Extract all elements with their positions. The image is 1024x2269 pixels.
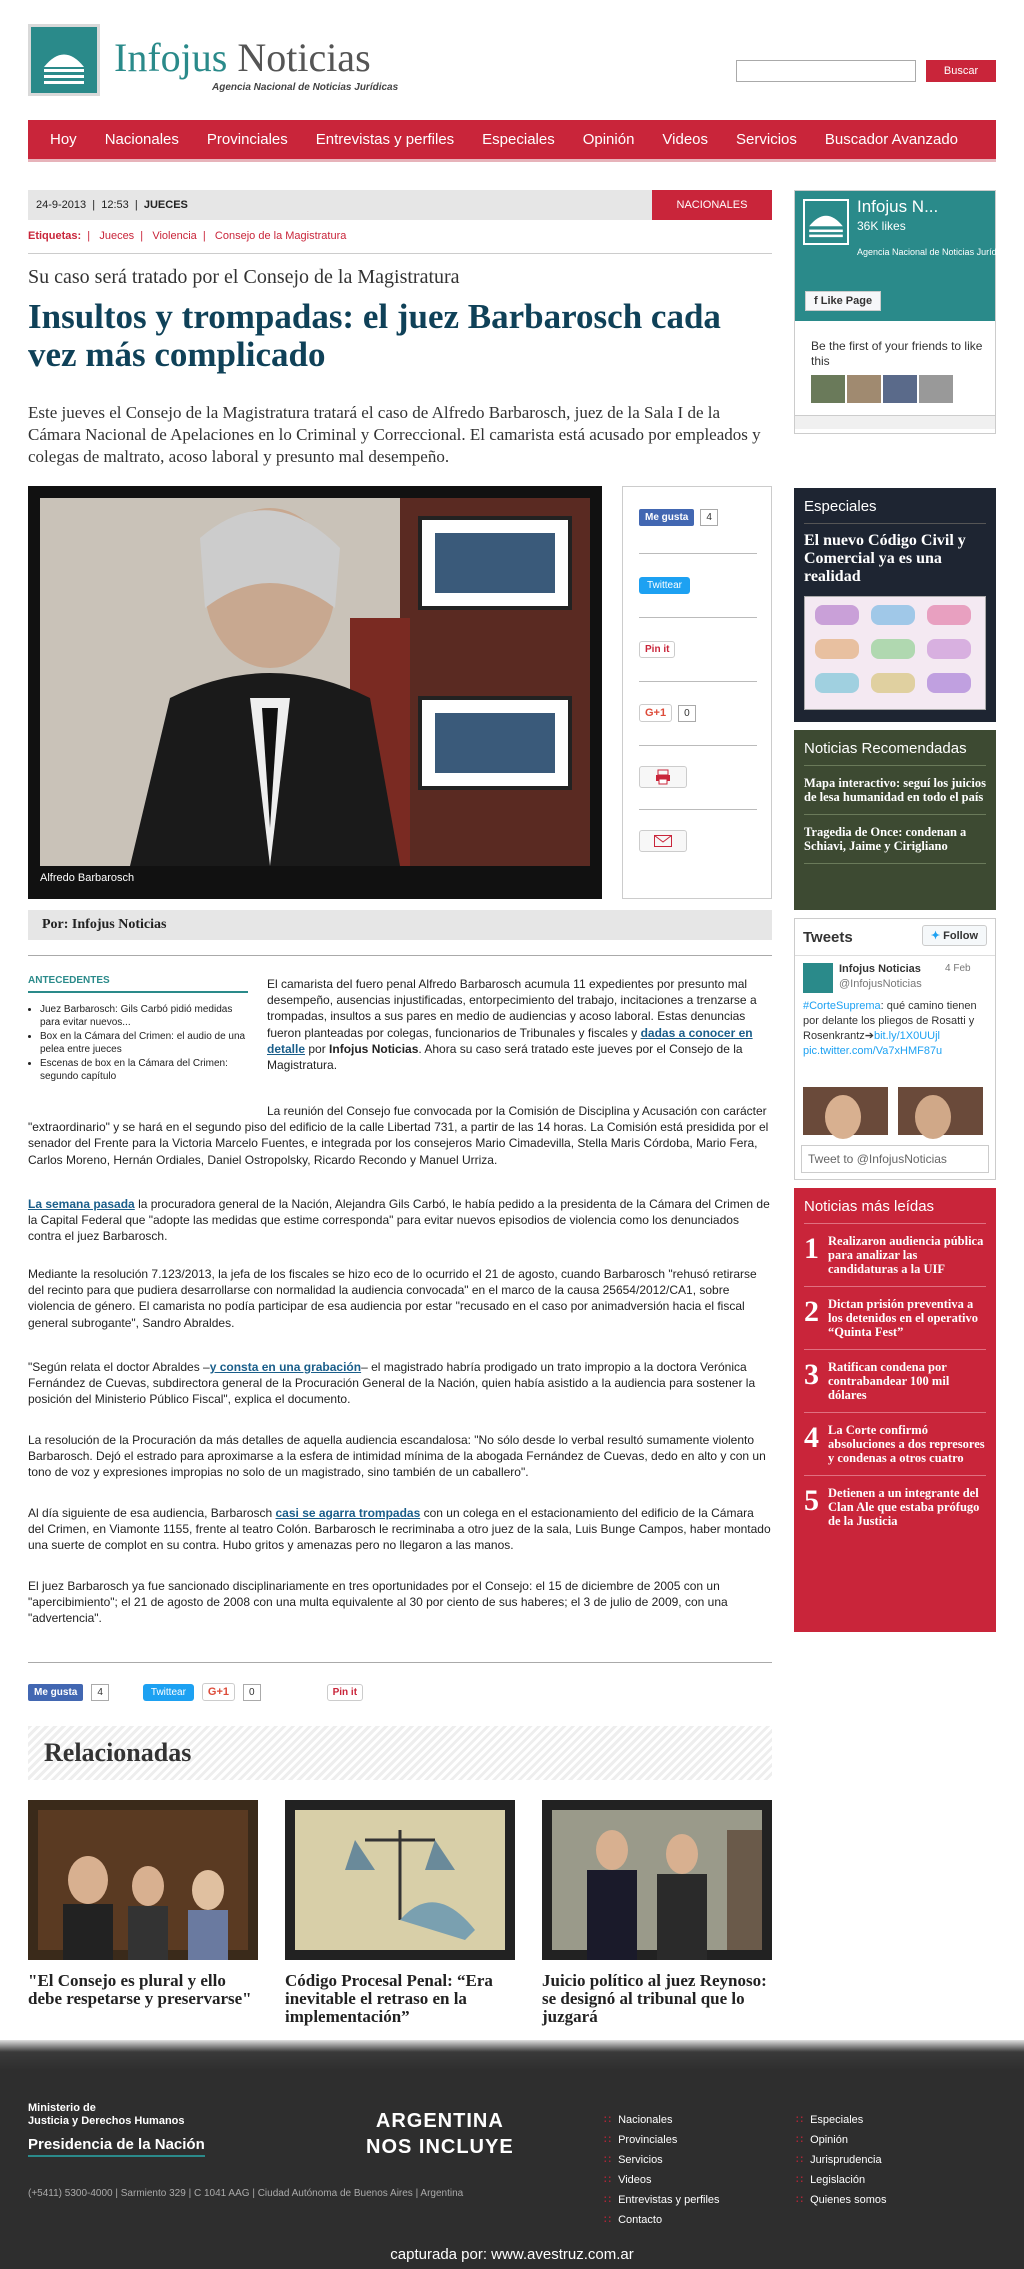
article-paragraph: La semana pasada la procuradora general de la Nación, Alejandra Gils Carbó, le había pedido a la presidenta de la Cámara del Crimen de la Capital Federal que "adopte las medidas que estime corresponda" para evitar nuevos episodios de violencia como los denunciados contra el juez Barbarosch.: [28, 1197, 770, 1244]
tags-label: Etiquetas:: [28, 230, 82, 242]
fb-scrollbar[interactable]: [795, 415, 995, 429]
antecedente-link[interactable]: • Escenas de box en la Cámara del Crimen: segundo capítulo: [40, 1057, 248, 1083]
inline-link[interactable]: y consta en una grabación: [209, 1360, 362, 1374]
list-item[interactable]: 4 La Corte confirmó absoluciones a dos represores y condenas a otros cuatro: [804, 1423, 986, 1476]
nav-item-provinciales[interactable]: Provinciales: [206, 131, 288, 148]
mas-leidas-title: Noticias más leídas: [804, 1198, 986, 1224]
footer-link[interactable]: ∷ Jurisprudencia: [796, 2150, 887, 2170]
divider: [28, 1662, 772, 1663]
footer-link[interactable]: ∷ Videos: [604, 2170, 720, 2190]
search-button[interactable]: Buscar: [926, 60, 996, 82]
avatar[interactable]: [811, 375, 845, 403]
tag-link[interactable]: Jueces: [99, 230, 135, 242]
logo-icon: [803, 199, 849, 245]
article-title: Insultos y trompadas: el juez Barbarosch cada vez más complicado: [28, 297, 721, 374]
photo-caption: Alfredo Barbarosch: [40, 872, 135, 884]
fb-likes: 36K likes: [857, 219, 906, 233]
tweet-handle[interactable]: @InfojusNoticias: [839, 978, 922, 990]
fb-like-page-button[interactable]: f Like Page: [805, 291, 881, 311]
article-day-tag: JUECES: [143, 199, 188, 211]
avatar[interactable]: [847, 375, 881, 403]
pinterest-button[interactable]: Pin it: [639, 641, 675, 658]
tweet-button[interactable]: Twittear: [639, 577, 690, 594]
like-count: 4: [700, 509, 718, 526]
nav-item-entrevistas[interactable]: Entrevistas y perfiles: [315, 131, 455, 148]
bottom-share-row: [28, 1682, 363, 1702]
footer-link[interactable]: ∷ Contacto: [604, 2210, 720, 2230]
avatar[interactable]: [919, 375, 953, 403]
recomendada-link[interactable]: Tragedia de Once: condenan a Schiavi, Jaime y Cirigliano: [804, 825, 986, 864]
footer-link[interactable]: ∷ Especiales: [796, 2110, 887, 2130]
related-image[interactable]: [285, 1800, 515, 1960]
tag-link[interactable]: Consejo de la Magistratura: [214, 230, 347, 242]
tweet-hashtag[interactable]: #CorteSuprema: [803, 1000, 881, 1012]
divider: [28, 955, 772, 956]
article-paragraph: La resolución de la Procuración da más detalles de aquella audiencia escandalosa: "No sólo desde lo verbal resultó sumamente violento Barbarosch. Dejó el estrado para aproximarse a la esfera de intimidad mínima de la abogada Fernández de Cuevas, dedo en alto y con un tono de voz y expresiones impropias no solo de un magistrado, sino también de un caballero".: [28, 1433, 766, 1480]
section-badge[interactable]: NACIONALES: [652, 190, 772, 220]
related-card[interactable]: [542, 1800, 772, 2026]
tweets-title: Tweets: [803, 929, 853, 946]
list-item[interactable]: 2 Dictan prisión preventiva a los detenidos en el operativo “Quinta Fest”: [804, 1297, 986, 1350]
especiales-image[interactable]: [804, 596, 986, 710]
footer-address: (+5411) 5300-4000 | Sarmiento 329 | C 1041 AAG | Ciudad Autónoma de Buenos Aires | Argentina: [28, 2188, 464, 2199]
logo-tagline: Agencia Nacional de Noticias Jurídicas: [212, 82, 399, 93]
like-count: 4: [91, 1684, 109, 1701]
facebook-like-button[interactable]: Me gusta: [639, 509, 694, 526]
related-title[interactable]: Código Procesal Penal: “Era inevitable el retraso en la implementación”: [285, 1971, 493, 2026]
tweet-image[interactable]: [803, 1087, 983, 1135]
article-byline: Por: Infojus Noticias: [28, 910, 772, 940]
share-column: [622, 486, 772, 899]
article-paragraph: La reunión del Consejo fue convocada por la Comisión de Disciplina y Acusación con carácter "extraordinario" y se hará en el segundo piso del edificio de la calle Libertad 731, a partir de las 14 horas. La Comisión está presidida por el senador del Frente para la Victoria Marcelo Fuentes, e integrada por los consejeros Mario Cimadevilla, Stella Maris Córdoba, Mario Fera, Carlos Moreno, Hernán Ordiales, Daniel Ostropolsky, Ricardo Recondo y Manuel Urriza.: [28, 1104, 769, 1167]
twitter-follow-button[interactable]: ✦ Follow: [922, 925, 987, 946]
article-meta: 24-9-2013 | 12:53 | JUECES NACIONALES: [28, 190, 772, 220]
nav-item-opinion[interactable]: Opinión: [582, 131, 635, 148]
fb-friends-text: Be the first of your friends to like this: [811, 339, 983, 368]
inline-link[interactable]: casi se agarra trompadas: [275, 1506, 421, 1520]
recomendada-link[interactable]: Mapa interactivo: seguí los juicios de lesa humanidad en todo el país: [804, 776, 986, 815]
twitter-bird-icon: ✦: [930, 930, 941, 942]
tweet-author[interactable]: Infojus Noticias: [839, 963, 921, 975]
nav-item-nacionales[interactable]: Nacionales: [104, 131, 179, 148]
related-image[interactable]: [28, 1800, 258, 1960]
article-kicker: Su caso será tratado por el Consejo de la Magistratura: [28, 266, 460, 288]
ministry-name[interactable]: Ministerio de Justicia y Derechos Humanos: [28, 2102, 185, 2127]
gplus-count: 0: [678, 705, 696, 722]
related-card[interactable]: [285, 1800, 515, 2026]
tweet-text: #CorteSuprema: qué camino tienen por delante los pliegos de Rosatti y Rosenkrantz➔bit.ly/1X0UUjl pic.twitter.com/Va7xHMF87u: [803, 1000, 977, 1057]
twitter-widget: [794, 918, 996, 1180]
facebook-like-button[interactable]: Me gusta: [28, 1684, 83, 1701]
tags-list: Etiquetas: | Jueces | Violencia | Consejo de la Magistratura: [28, 230, 347, 242]
antecedente-link[interactable]: • Box en la Cámara del Crimen: el audio de una pelea entre jueces: [40, 1030, 248, 1056]
footer-link[interactable]: ∷ Provinciales: [604, 2130, 720, 2150]
list-item[interactable]: 1 Realizaron audiencia pública para analizar las candidaturas a la UIF: [804, 1234, 986, 1287]
fb-banner-tagline: Agencia Nacional de Noticias Jurídicas: [857, 247, 1013, 257]
footer-links-2: [796, 2110, 887, 2210]
especiales-headline[interactable]: El nuevo Código Civil y Comercial ya es una realidad: [804, 532, 966, 585]
inline-link[interactable]: La semana pasada: [28, 1197, 135, 1211]
article-paragraph: Al día siguiente de esa audiencia, Barbarosch casi se agarra trompadas con un colega en el estacionamiento del edificio de la Cámara del Crimen, en Viamonte 1155, frente al teatro Colón. Barbarosch le recriminaba a otro juez de la sala, Luis Bunge Campos, haber montado una suerte de complot en su contra. Hubo gritos y amenazas pero no llegaron a las manos.: [28, 1506, 771, 1553]
tweet-button[interactable]: Twittear: [143, 1684, 194, 1701]
avatar[interactable]: [883, 375, 917, 403]
antecedentes-title: ANTECEDENTES: [28, 975, 248, 993]
article-paragraph: El camarista del fuero penal Alfredo Barbarosch acumula 11 expedientes por presunto mal desempeño, ausencias injustificadas, entorpecimiento del trabajo, incitaciones a trenzarse a trompadas, insultos a sus pares en medio de audiencias y acoso laboral. Estas denuncias fueron planteadas por colegas, funcionarios de Tribunales y fiscales y dadas a conocer en detalle por Infojus Noticias. Ahora su caso será tratado este jueves por el Consejo de la Magistratura.: [267, 977, 757, 1073]
main-nav: [28, 120, 996, 162]
tweet-compose-input[interactable]: Tweet to @InfojusNoticias: [801, 1145, 989, 1173]
list-item[interactable]: 3 Ratifican condena por contrabandear 100 mil dólares: [804, 1360, 986, 1413]
footer-link[interactable]: ∷ Entrevistas y perfiles: [604, 2190, 720, 2210]
nav-item-servicios[interactable]: Servicios: [736, 131, 797, 148]
nav-item-hoy[interactable]: Hoy: [50, 131, 77, 148]
footer-link[interactable]: ∷ Servicios: [604, 2150, 720, 2170]
inline-link[interactable]: dadas a conocer en detalle: [267, 1025, 753, 1056]
divider: [28, 253, 772, 254]
search-input[interactable]: [736, 60, 916, 82]
tweet-link[interactable]: pic.twitter.com/Va7xHMF87u: [803, 1045, 943, 1057]
antecedentes-box: [28, 975, 248, 1084]
capture-credit: capturada por: www.avestruz.com.ar: [390, 2246, 634, 2263]
recomendadas-box: [794, 730, 996, 910]
logo-text[interactable]: Infojus Noticias: [114, 35, 371, 80]
footer-link[interactable]: ∷ Quienes somos: [796, 2190, 887, 2210]
related-title[interactable]: Juicio político al juez Reynoso: se designó al tribunal que lo juzgará: [542, 1971, 767, 2026]
avatar[interactable]: [803, 963, 833, 993]
argentina-logo[interactable]: ARGENTINA NOS INCLUYE: [366, 2110, 514, 2158]
google-plus-button[interactable]: G+1: [202, 1683, 235, 1701]
tag-link[interactable]: Violencia: [152, 230, 197, 242]
site-footer: [0, 2040, 1024, 2269]
footer-links-1: [604, 2110, 720, 2230]
logo-icon[interactable]: [28, 24, 100, 96]
site-header: [28, 24, 996, 104]
especiales-box: [794, 488, 996, 722]
recomendadas-title: Noticias Recomendadas: [804, 740, 986, 766]
facebook-banner[interactable]: [795, 191, 1013, 321]
google-plus-button[interactable]: G+1: [639, 704, 672, 722]
article-paragraph: Mediante la resolución 7.123/2013, la jefa de los fiscales se hizo eco de lo ocurrido el 21 de agosto, cuando Barbarosch "rehusó retirarse del recinto para que pudiera desarrollarse con normalidad la audiencia convocada" en el marco de la causa 25654/2012/CA1, sobre violencia de género. El camarista no podía participar de esa audiencia por estar "recusado en el caso por animadversión hacia el fiscal general subrogante", Sandro Abraldes.: [28, 1267, 757, 1330]
related-card[interactable]: [28, 1800, 258, 2008]
print-icon[interactable]: [639, 766, 687, 788]
related-heading: Relacionadas: [28, 1726, 772, 1780]
nav-item-buscador[interactable]: Buscador Avanzado: [824, 131, 959, 148]
footer-link[interactable]: ∷ Opinión: [796, 2130, 887, 2150]
nav-item-videos[interactable]: Videos: [662, 131, 709, 148]
antecedente-link[interactable]: • Juez Barbarosch: Gils Carbó pidió medidas para evitar nuevos...: [40, 1003, 248, 1029]
tweet-date[interactable]: 4 Feb: [945, 963, 971, 974]
fb-friend-avatars: [811, 375, 953, 403]
email-icon[interactable]: [639, 830, 687, 852]
pinterest-button[interactable]: Pin it: [327, 1684, 363, 1701]
fb-page-name[interactable]: Infojus N...: [857, 197, 939, 216]
article-lede: Este jueves el Consejo de la Magistratura tratará el caso de Alfredo Barbarosch, juez de la Sala I de la Cámara Nacional de Apelaciones en lo Criminal y Correccional. El camarista está acusado por empleados y colegas de maltrato, acoso laboral y presunto mal desempeño.: [28, 403, 761, 466]
presidency-name[interactable]: Presidencia de la Nación: [28, 2136, 205, 2157]
tweet-link[interactable]: bit.ly/1X0UUjl: [873, 1030, 940, 1042]
article-paragraph: El juez Barbarosch ya fue sancionado disciplinariamente en tres oportunidades por el Consejo: el 15 de diciembre de 2005 con un "apercibimiento"; el 21 de agosto de 2008 con una multa equivalente al 30 por ciento de sus haberes; el 3 de julio de 2009, con una "advertencia".: [28, 1579, 728, 1626]
article-photo: [28, 486, 602, 899]
footer-link[interactable]: ∷ Nacionales: [604, 2110, 720, 2130]
footer-link[interactable]: ∷ Legislación: [796, 2170, 887, 2190]
article-date: 24-9-2013: [36, 199, 87, 211]
list-item[interactable]: 5 Detienen a un integrante del Clan Ale que estaba prófugo de la Justicia: [804, 1484, 980, 1528]
especiales-title: Especiales: [804, 498, 986, 524]
article-time: 12:53: [101, 199, 129, 211]
mas-leidas-box: [794, 1188, 996, 1632]
article-paragraph: "Según relata el doctor Abraldes –y consta en una grabación– el magistrado habría prodigado un trato impropio a la doctora Verónica Fernández de Cuevas, subdirectora general de la Procuración General de la Nación, quien había asistido a la audiencia para sostener la posición del Ministerio Público Fiscal", explica el documento.: [28, 1360, 756, 1407]
gplus-count: 0: [243, 1684, 261, 1701]
facebook-widget: [794, 190, 1013, 434]
related-image[interactable]: [542, 1800, 772, 1960]
nav-item-especiales[interactable]: Especiales: [482, 131, 555, 148]
photo-image: [40, 498, 590, 866]
related-title[interactable]: "El Consejo es plural y ello debe respetarse y preservarse": [28, 1971, 252, 2008]
